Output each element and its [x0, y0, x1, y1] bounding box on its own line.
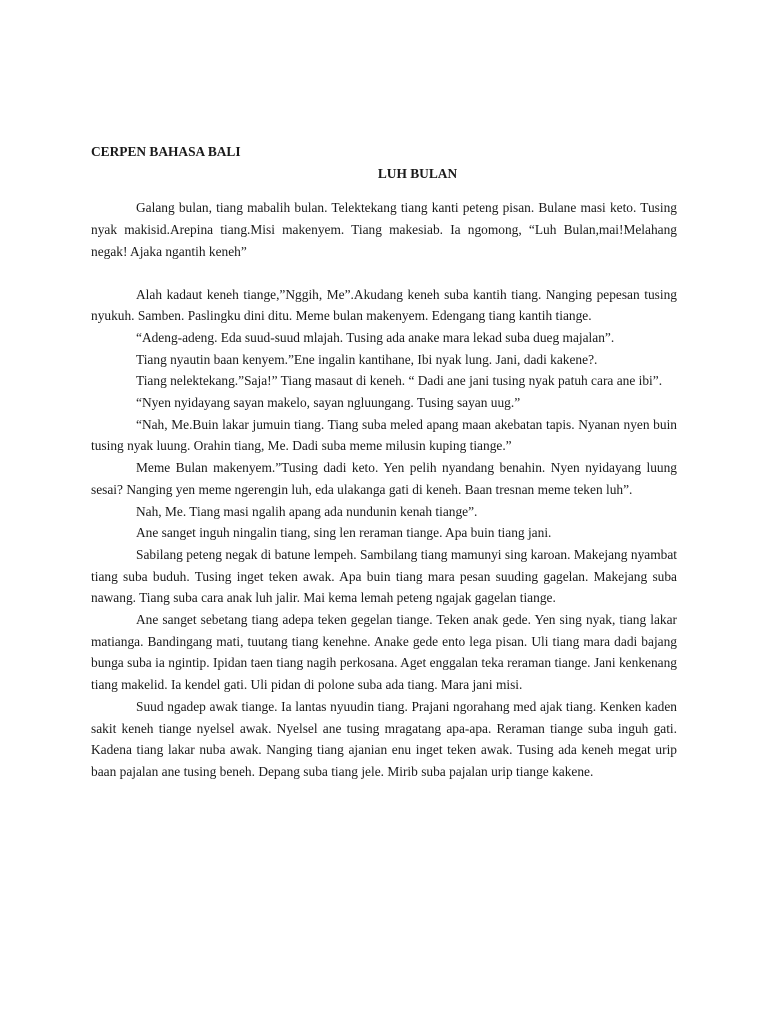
paragraph: Sabilang peteng negak di batune lempeh. Sambilang tiang mamunyi sing karoan. Makejang nyambat tiang suba buduh. Tusing inget teken awak. Apa buin tiang mara pesan suuding gagelan. Makejang suba nawang. Tiang suba cara anak luh jalir. Mai kema lemah peteng ngajak gagelan tiange.: [91, 546, 677, 606]
paragraph: Tiang nelektekang.”Saja!” Tiang masaut di keneh. “ Dadi ane jani tusing nyak patuh cara ane ibi”.: [136, 373, 663, 389]
paragraph: Ane sanget sebetang tiang adepa teken gegelan tiange. Teken anak gede. Yen sing nyak, tiang lakar matianga. Bandingang mati, tuutang tiang kenehne. Anake gede ento lega pisan. Uli tiang mara dadi bajang bunga suba ia ngintip. Ipidan taen tiang nagih perkosana. Aget enggalan teka reraman tiange. Jani kenkenang tiang makelid. Ia kendel gati. Uli pidan di polone suba ada tiang. Mara jani misi.: [91, 612, 677, 693]
paragraph: Suud ngadep awak tiange. Ia lantas nyuudin tiang. Prajani ngorahang med ajak tiang. Kenken kaden sakit keneh tiange nyelsel awak. Nyelsel ane tusing mragatang apa-apa. Reraman tiange suba inguh gati. Kadena tiang lakar nuba awak. Nanging tiang ajanian enu inget teken awak. Tusing ada keneh megat urip baan pajalan ane tusing beneh. Depang suba tiang jele. Mirib suba pajalan urip tiange kakene.: [91, 698, 677, 779]
paragraph: Ane sanget inguh ningalin tiang, sing len reraman tiange. Apa buin tiang jani.: [136, 525, 552, 541]
paragraph: Meme Bulan makenyem.”Tusing dadi keto. Yen pelih nyandang benahin. Nyen nyidayang luung sesai? Nanging yen meme ngerengin luh, eda ulakanga gati di keneh. Baan tresnan meme teken luh”.: [91, 460, 677, 497]
paragraph: “Adeng-adeng. Eda suud-suud mlajah. Tusing ada anake mara lekad suba dueg majalan”.: [136, 329, 615, 345]
paragraph: Galang bulan, tiang mabalih bulan. Telektekang tiang kanti peteng pisan. Bulane masi keto. Tusing nyak makisid.Arepina tiang.Misi makenyem. Tiang makesiab. Ia ngomong, “Luh Bulan,mai!Melahang negak! Ajaka ngantih keneh”: [91, 200, 677, 259]
paragraph: Alah kadaut keneh tiange,”Nggih, Me”.Akudang keneh suba kantih tiang. Nanging pepesan tusing nyukuh. Samben. Paslingku dini ditu. Meme bulan makenyem. Edengang tiang kantih tiange.: [91, 286, 677, 324]
paragraph: “Nyen nyidayang sayan makelo, sayan ngluungang. Tusing sayan uug.”: [136, 395, 521, 411]
paragraph: Nah, Me. Tiang masi ngalih apang ada nundunin kenah tiange”.: [136, 503, 478, 519]
document-heading: CERPEN BAHASA BALI: [91, 144, 241, 159]
paragraph: “Nah, Me.Buin lakar jumuin tiang. Tiang suba meled apang maan akebatan tapis. Nyanan nyen buin tusing nyak luung. Orahin tiang, Me. Dadi suba meme milusin kuping tiange.”: [91, 416, 677, 454]
document-body: [91, 141, 677, 783]
paragraph: Tiang nyautin baan kenyem.”Ene ingalin kantihane, Ibi nyak lung. Jani, dadi kakene?.: [136, 351, 598, 367]
story-title: LUH BULAN: [377, 165, 458, 181]
